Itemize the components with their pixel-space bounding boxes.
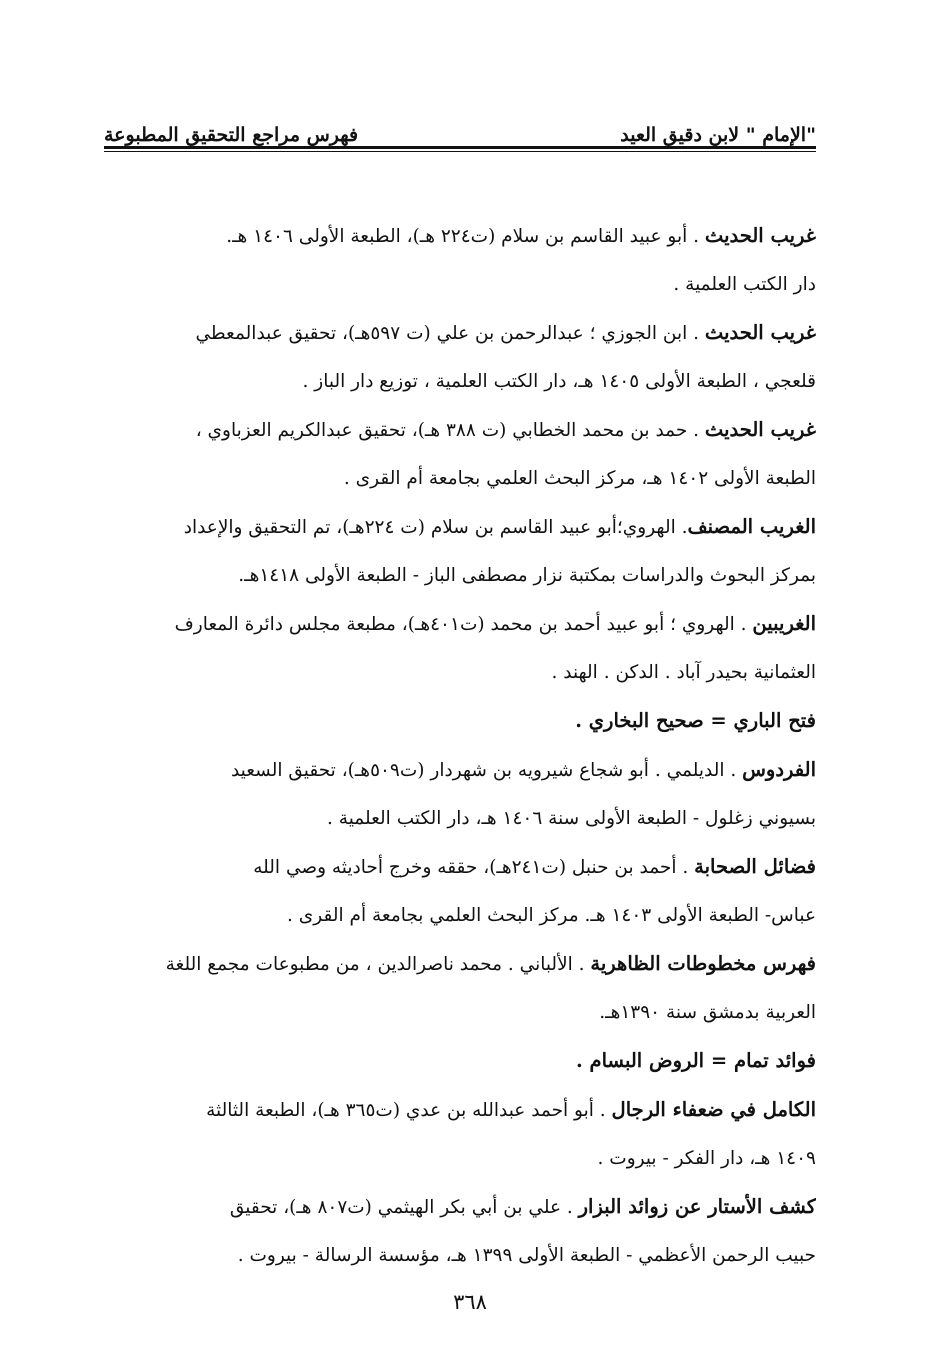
entry-line [104, 406, 816, 455]
reference-entry [104, 1086, 816, 1183]
entry-title: غريب الحديث [704, 321, 816, 344]
entry-line [104, 600, 816, 649]
entry-text: . الهروي؛أبو عبيد القاسم بن سلام (ت ٢٢٤هـ)، تم التحقيق والإعداد [183, 517, 688, 538]
entry-title: فتح الباري = صحيح البخاري . [575, 709, 816, 732]
entry-title: كشف الأستار عن زوائد البزار [578, 1195, 816, 1218]
entry-title: الفردوس [742, 758, 816, 781]
entry-title: غريب الحديث [704, 224, 816, 247]
entry-title: فضائل الصحابة [694, 855, 816, 878]
reference-entry [104, 940, 816, 1037]
entry-text: . أبو عبيد القاسم بن سلام (ت٢٢٤ هـ)، الطبعة الأولى ١٤٠٦ هـ. [226, 226, 705, 247]
entry-title: الكامل في ضعفاء الرجال [611, 1098, 816, 1121]
entry-text: . الهروي ؛ أبو عبيد أحمد بن محمد (ت٤٠١هـ)، مطبعة مجلس دائرة المعارف [174, 614, 753, 635]
entry-title: فهرس مخطوطات الظاهرية [590, 952, 816, 975]
entry-title: الغريب المصنف [687, 515, 816, 538]
entry-text: . أحمد بن حنبل (ت٢٤١هـ)، حققه وخرج أحاديثه وصي الله [253, 857, 695, 878]
cross-reference-entry [104, 697, 816, 746]
entry-line [104, 212, 816, 261]
entry-line [104, 697, 816, 746]
entry-line: حبيب الرحمن الأعظمي - الطبعة الأولى ١٣٩٩ هـ، مؤسسة الرسالة - بيروت . [237, 1245, 816, 1266]
entry-text: . أبو أحمد عبدالله بن عدي (ت٣٦٥ هـ)، الطبعة الثالثة [206, 1100, 612, 1121]
entry-line [104, 1183, 816, 1232]
entry-line: الطبعة الأولى ١٤٠٢ هـ، مركز البحث العلمي بجامعة أم القرى . [343, 468, 816, 489]
header-rule [104, 146, 816, 149]
reference-list [104, 212, 816, 1280]
reference-entry [104, 746, 816, 843]
entry-text: . الديلمي . أبو شجاع شيرويه بن شهردار (ت٥٠٩هـ)، تحقيق السعيد [230, 760, 743, 781]
entry-title: فوائد تمام = الروض البسام . [575, 1049, 816, 1072]
entry-line: بمركز البحوث والدراسات بمكتبة نزار مصطفى الباز - الطبعة الأولى ١٤١٨هـ. [238, 565, 816, 586]
cross-reference-entry [104, 1037, 816, 1086]
entry-line: قلعجي ، الطبعة الأولى ١٤٠٥ هـ، دار الكتب العلمية ، توزيع دار الباز . [302, 371, 816, 392]
header-rule-thin [104, 151, 816, 152]
reference-entry [104, 406, 816, 503]
entry-line [104, 503, 816, 552]
entry-text: . الألباني . محمد ناصرالدين ، من مطبوعات مجمع اللغة [165, 954, 591, 975]
entry-line: بسيوني زغلول - الطبعة الأولى سنة ١٤٠٦ هـ، دار الكتب العلمية . [327, 808, 816, 829]
entry-text: . حمد بن محمد الخطابي (ت ٣٨٨ هـ)، تحقيق عبدالكريم العزباوي ، [195, 420, 705, 441]
entry-line [104, 309, 816, 358]
reference-entry [104, 1183, 816, 1280]
entry-line: العربية بدمشق سنة ١٣٩٠هـ. [599, 1002, 816, 1023]
entry-line [104, 1086, 816, 1135]
page-number: ٣٦٨ [453, 1290, 487, 1314]
entry-line: ١٤٠٩ هـ، دار الفكر - بيروت . [597, 1148, 816, 1169]
entry-title: الغريبين [752, 612, 816, 635]
running-header [104, 112, 816, 146]
entry-line: عباس- الطبعة الأولى ١٤٠٣ هـ. مركز البحث العلمي بجامعة أم القرى . [287, 905, 816, 926]
reference-entry [104, 600, 816, 697]
entry-line [104, 940, 816, 989]
entry-title: غريب الحديث [704, 418, 816, 441]
header-section-title: فهرس مراجع التحقيق المطبوعة [104, 124, 359, 146]
reference-entry [104, 843, 816, 940]
entry-line: دار الكتب العلمية . [673, 274, 816, 295]
reference-entry [104, 503, 816, 600]
reference-entry [104, 212, 816, 309]
reference-entry [104, 309, 816, 406]
header-book-title: "الإمام " لابن دقيق العيد [620, 124, 816, 146]
entry-line: العثمانية بحيدر آباد . الدكن . الهند . [551, 662, 816, 683]
entry-line [104, 746, 816, 795]
entry-line [104, 843, 816, 892]
entry-line [104, 1037, 816, 1086]
entry-text: . ابن الجوزي ؛ عبدالرحمن بن علي (ت ٥٩٧هـ)، تحقيق عبدالمعطي [195, 323, 705, 344]
entry-text: . علي بن أبي بكر الهيثمي (ت٨٠٧ هـ)، تحقيق [229, 1197, 579, 1218]
